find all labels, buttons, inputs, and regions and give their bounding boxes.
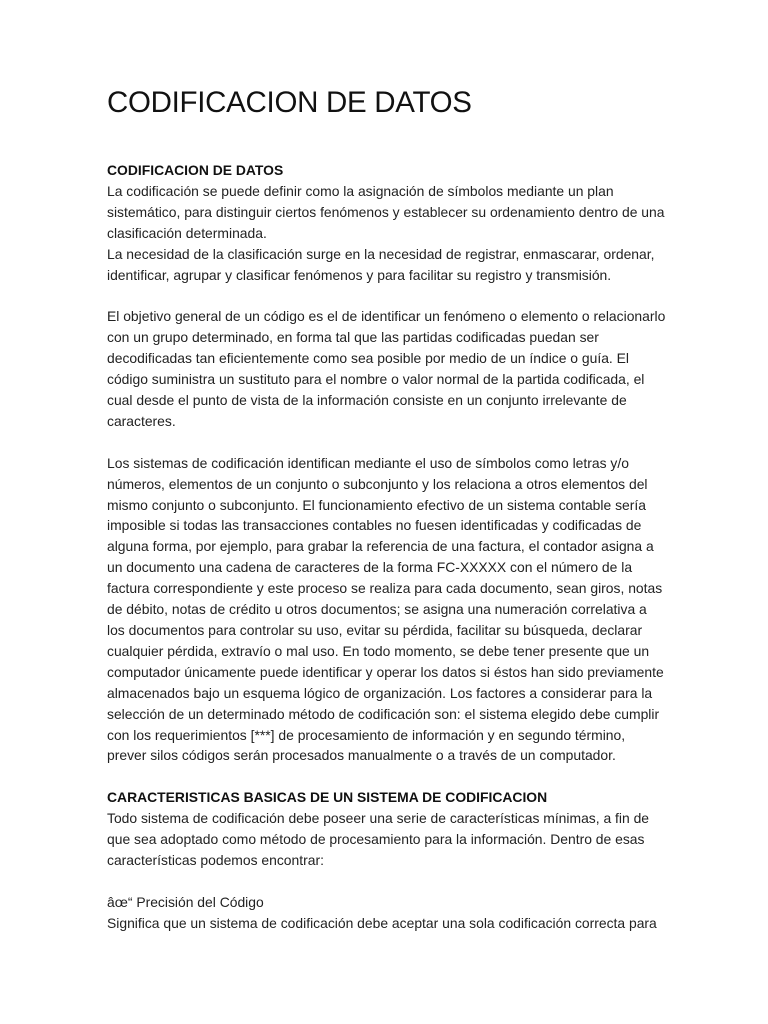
paragraph-spacer [107,432,667,453]
section-heading: CODIFICACION DE DATOS [107,162,284,178]
paragraph-necesidad: La necesidad de la clasificación surge en la necesidad de registrar, enmascarar, ordenar, identificar, agrupar y clasificar fenómenos y para facilitar su registro y transmisión. [107,245,655,283]
section-codificacion [107,160,667,787]
paragraph-objetivo: El objetivo general de un código es el de identificar un fenómeno o elemento o relacionarlo con un grupo determinado, en forma tal que las partidas codificadas puedan ser decodificadas tan eficientemente como sea posible por medio de un índice o guía. El código suministra un sustituto para el nombre o valor normal de la partida codificada, el cual desde el punto de vista de la información consiste en un conjunto irrelevante de caracteres. [107,308,666,429]
document-page [107,86,667,934]
section-heading: CARACTERISTICAS BASICAS DE UN SISTEMA DE CODIFICACION [107,789,548,806]
paragraph-spacer [107,286,667,307]
paragraph-spacer [107,766,667,787]
section-caracteristicas [107,787,667,933]
list-item-precision: âœ“ Precisión del Código [107,893,264,910]
paragraph-intro: Todo sistema de codificación debe poseer una serie de características mínimas, a fin de que sea adoptado como método de procesamiento para la información. Dentro de esas características podemos encontrar: [107,810,650,869]
paragraph-sistemas: Los sistemas de codificación identifican mediante el uso de símbolos como letras y/o números, elementos de un conjunto o subconjunto y los relaciona a otros elementos del mismo conjunto o subconjunto. El funcionamiento efectivo de un sistema contable sería imposible si todas las transacciones contables no fuesen identificadas y codificadas de alguna forma, por ejemplo, para grabar la referencia de una factura, el contador asigna a un documento una cadena de caracteres de la forma FC-XXXXX con el número de la factura correspondiente y este proceso se realiza para cada documento, sean giros, notas de débito, notas de crédito u otros documentos; se asigna una numeración correlativa a los documentos para controlar su uso, evitar su pérdida, facilitar su búsqueda, declarar cualquier pérdida, extravío o mal uso. En todo momento, se debe tener presente que un computador únicamente puede identificar y operar los datos si éstos han sido previamente almacenados bajo un esquema lógico de organización. Los factores a considerar para la selección de un determinado método de codificación son: el sistema elegido debe cumplir con los requerimientos [***] de procesamiento de información y en segundo término, prever silos códigos serán procesados manualmente o a través de un computador. [107,454,664,764]
paragraph-definicion: La codificación se puede definir como la asignación de símbolos mediante un plan sistemático, para distinguir ciertos fenómenos y establecer su ordenamiento dentro de una clasificación determinada. [107,183,665,241]
paragraph-spacer [107,871,667,892]
document-title: CODIFICACION DE DATOS [107,86,472,119]
paragraph-precision-desc: Significa que un sistema de codificación debe aceptar una sola codificación correcta para [107,914,657,931]
